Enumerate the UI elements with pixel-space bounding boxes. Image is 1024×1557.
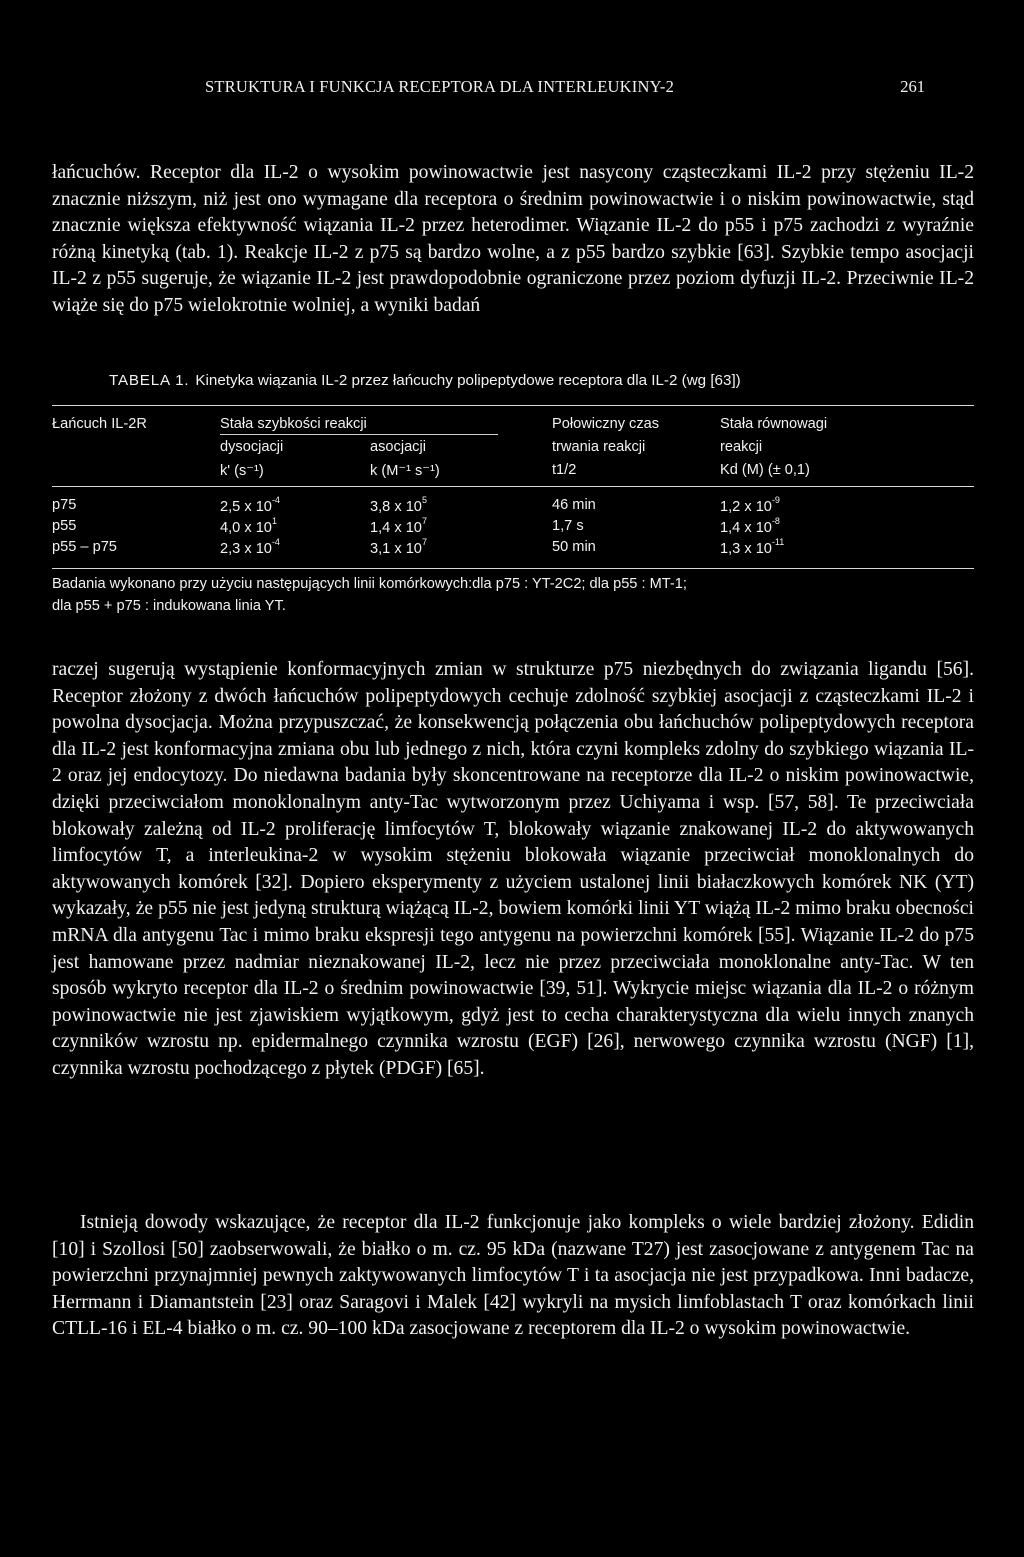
row-p75-association: 3,8 x $10^5$ (370, 495, 427, 515)
running-title: STRUKTURA I FUNKCJA RECEPTORA DLA INTERLEUKINY-2 (205, 77, 675, 96)
paragraph: łańcuchów. Receptor dla IL-2 o wysokim powinowactwie jest nasycony cząsteczkami IL-2 przy stężeniu IL-2 znacznie niższym, niż jest ono wymagane dla receptora o średnim powinowactwie i o niskim powinowactwie, stąd znacznie większa efektywność wiązania IL-2 przez heterodimer. Wiązanie IL-2 do p55 i p75 zachodzi z wyraźnie różną kinetyką (tab. 1). Reakcje IL-2 z p75 są bardzo wolne, a z p55 bardzo szybkie [63]. Szybkie tempo asocjacji IL-2 z p55 sugeruje, że wiązanie IL-2 jest prawdopodobnie ograniczone przez poziom dyfuzji IL-2. Przeciwnie IL-2 wiąże się do p75 wielokrotnie wolniej, a wyniki badań (52, 162, 974, 316)
header-association-unit: k (M⁻¹ s⁻¹) (370, 463, 440, 479)
row-p75-kd: 1,2 x $10^{-9}$ (720, 495, 780, 515)
table-caption-text: Kinetyka wiązania IL-2 przez łańcuchy polipeptydowe receptora dla IL-2 (wg [63]) (195, 372, 741, 389)
header-group-underline (220, 434, 498, 435)
row-p55-half-time: 1,7 s (552, 518, 584, 534)
header-bottom-rule (52, 486, 974, 487)
body-paragraph-top (52, 160, 974, 320)
table-caption (109, 372, 974, 389)
table-note-line-2: dla p55 + p75 : indukowana linia YT. (52, 598, 286, 614)
row-p55-p75-chain: p55 – p75 (52, 539, 117, 555)
row-p55-kd: 1,4 x $10^{-8}$ (720, 516, 780, 536)
table-bottom-rule (52, 568, 974, 569)
row-p75-chain: p75 (52, 497, 77, 513)
header-rate-group: Stała szybkości reakcji (220, 416, 367, 432)
row-p55-association: 1,4 x $10^7$ (370, 516, 427, 536)
row-p55-p75-dissociation: 2,3 x $10^{-4}$ (220, 537, 280, 557)
paragraph: raczej sugerują wystąpienie konformacyjnych zmian w strukturze p75 niezbędnych do związania ligandu [56]. Receptor złożony z dwóch łańcuchów polipeptydowych cechuje zdolność szybkiej asocjacji z cząsteczkami IL-2 i powolna dysocjacja. Można przypuszczać, że konsekwencją połączenia obu łańchuchów polipeptydowych receptora dla IL-2 jest konformacyjna zmiana obu lub jednego z nich, która czyni kompleks zdolny do szybkiego wiązania IL-2 oraz jej endocytozy. Do niedawna badania były skoncentrowane na receptorze dla IL-2 o niskim powinowactwie, dzięki przeciwciałom monoklonalnym anty-Tac wytworzonym przez Uchiyama i wsp. [57, 58]. Te przeciwciała blokowały zależną od IL-2 proliferację limfocytów T, blokowały wiązanie znakowanej IL-2 do aktywowanych limfocytów T, a interleukina-2 w wysokim stężeniu blokowała wiązanie przeciwciał monoklonalnych do aktywowanych komórek [32]. Dopiero eksperymenty z użyciem ustalonej linii białaczkowych komórek NK (YT) wykazały, że p55 nie jest jedyną strukturą wiążącą IL-2, bowiem komórki linii YT wiążą IL-2 mimo braku obecności mRNA dla antygenu Tac i mimo braku ekspresji tego antygenu na powierzchni komórek [55]. Wiązanie IL-2 do p75 jest hamowane przez nadmiar nieznakowanej IL-2, lecz nie przez przeciwciała monoklonalne anty-Tac. W ten sposób wykryto receptor dla IL-2 o średnim powinowactwie [39, 51]. Wykrycie miejsc wiązania dla IL-2 o różnym powinowactwie nie jest zjawiskiem wyjątkowym, gdyż jest to cecha charakterystyczna dla wielu innych znanych czynników wzrostu np. epidermalnego czynnika wzrostu (EGF) [26], nerwowego czynnika wzrostu (NGF) [1], czynnika wzrostu pochodzącego z płytek (PDGF) [65]. (52, 659, 974, 1079)
table-top-rule (52, 405, 974, 406)
paragraph: Istnieją dowody wskazujące, że receptor dla IL-2 funkcjonuje jako kompleks o wiele bardziej złożony. Edidin [10] i Szollosi [50] zaobserwowali, że białko o m. cz. 95 kDa (nazwane T27) jest zasocjowane z antygenem Tac na powierzchni przynajmniej pewnych zaktywowanych limfocytów T i ta asocjacja nie jest przypadkowa. Inni badacze, Herrmann i Diamantstein [23] oraz Saragovi i Malek [42] wykryli na mysich limfoblastach T oraz komórkach linii CTLL-16 i EL-4 białko o m. cz. 90–100 kDa zasocjowane z receptorem dla IL-2 o wysokim powinowactwie. (52, 1212, 974, 1340)
body-paragraph-last (52, 1210, 974, 1343)
header-equilibrium-1: Stała równowagi (720, 416, 828, 432)
table-note-line-1: Badania wykonano przy użyciu następujących linii komórkowych:dla p75 : YT-2C2; dla p55 : MT-1; (52, 576, 687, 592)
table-label: TABELA 1. (109, 372, 190, 389)
row-p55-dissociation: 4,0 x $10^1$ (220, 516, 277, 536)
body-paragraph-continued (52, 657, 974, 1083)
header-dissociation: dysocjacji (220, 439, 284, 455)
row-p75-half-time: 46 min (552, 497, 596, 513)
header-association: asocjacji (370, 439, 426, 455)
kinetics-table (52, 372, 974, 614)
header-half-time-3: t1/2 (552, 462, 577, 478)
header-equilibrium-2: reakcji (720, 439, 763, 455)
row-p55-p75-kd: 1,3 x $10^{-11}$ (720, 537, 785, 557)
page-number: 261 (900, 77, 925, 96)
row-p55-p75-half-time: 50 min (552, 539, 596, 555)
header-half-time-2: trwania reakcji (552, 439, 646, 455)
header-equilibrium-3: Kd (M) (± 0,1) (720, 462, 810, 478)
header-dissociation-unit: k' (s⁻¹) (220, 463, 264, 479)
row-p75-dissociation: 2,5 x $10^{-4}$ (220, 495, 280, 515)
row-p55-chain: p55 (52, 518, 77, 534)
page-header (205, 77, 925, 101)
row-p55-p75-association: 3,1 x $10^7$ (370, 537, 427, 557)
header-chain: Łańcuch IL-2R (52, 416, 147, 432)
header-half-time-1: Połowiczny czas (552, 416, 660, 432)
